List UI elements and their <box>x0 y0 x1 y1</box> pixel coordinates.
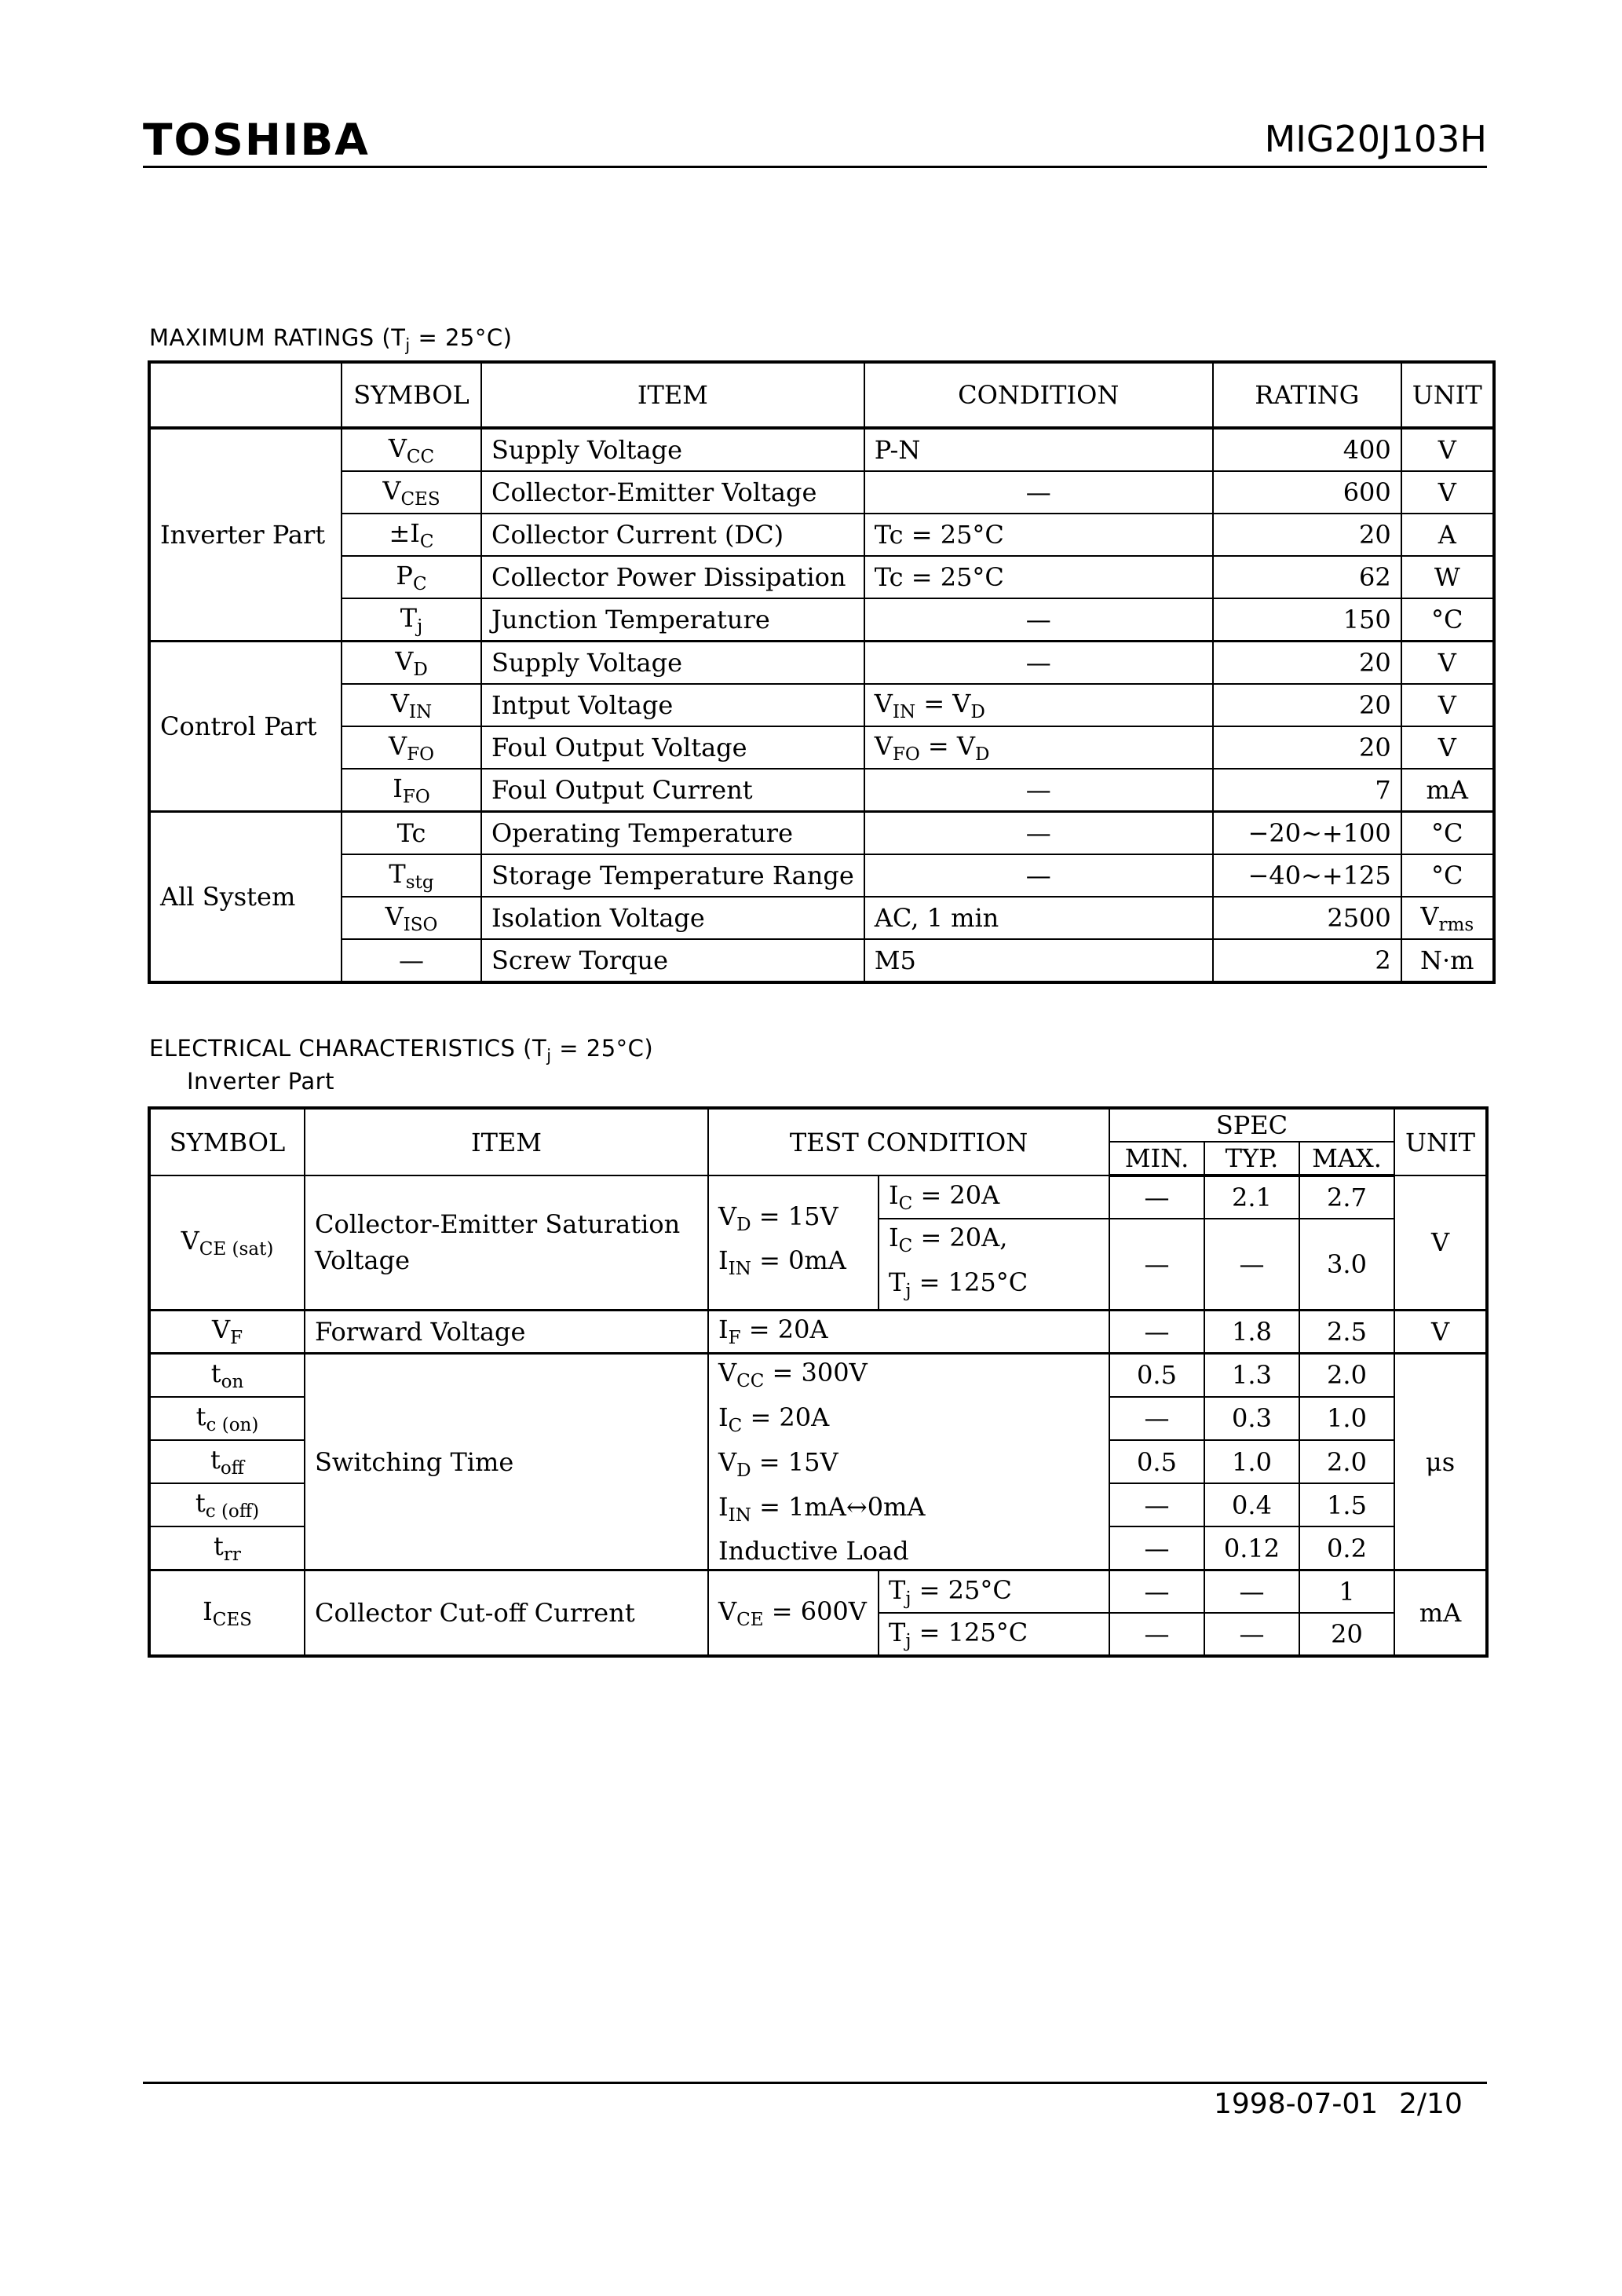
footer-date: 1998-07-01 <box>1214 2088 1379 2120</box>
symbol-cell <box>149 1440 305 1483</box>
cond-sub: C <box>898 1235 913 1256</box>
rating-cell: −40~+125 <box>1213 854 1401 897</box>
max-cell: 2.0 <box>1299 1353 1394 1397</box>
table-row <box>149 471 1494 514</box>
cond-part: I <box>889 1180 899 1211</box>
rating-cell: 600 <box>1213 471 1401 514</box>
symbol: V <box>385 901 404 931</box>
min-cell: — <box>1109 1613 1204 1656</box>
condition-cell <box>708 1570 879 1657</box>
part-number: MIG20J103H <box>1264 118 1487 160</box>
max-cell: 1 <box>1299 1570 1394 1614</box>
table-row <box>149 726 1494 769</box>
symbol: I <box>393 773 403 803</box>
rating-cell: 20 <box>1213 726 1401 769</box>
condition-cell <box>864 684 1213 726</box>
item-cell: Collector Power Dissipation <box>481 556 864 598</box>
symbol: t <box>210 1358 221 1388</box>
cond-part: V <box>874 730 893 761</box>
item-cell: Screw Torque <box>481 939 864 982</box>
item-cell: Collector Cut-off Current <box>305 1570 708 1657</box>
symbol-cell <box>342 428 481 471</box>
header-min: MIN. <box>1109 1142 1204 1175</box>
cond-part: I <box>718 1245 729 1276</box>
unit: V <box>1420 901 1439 931</box>
unit-cell <box>1401 897 1494 939</box>
symbol-cell <box>149 1526 305 1570</box>
unit-cell: °C <box>1401 812 1494 855</box>
symbol: ±I <box>389 517 420 548</box>
item-cell: Storage Temperature Range <box>481 854 864 897</box>
cond-part: = 300V <box>764 1357 868 1387</box>
max-ratings-title <box>149 324 512 354</box>
cond-part: T <box>889 1617 906 1647</box>
symbol: t <box>195 1488 206 1519</box>
unit-cell: V <box>1401 471 1494 514</box>
header-rating: RATING <box>1213 362 1401 428</box>
item-cell: Foul Output Current <box>481 769 864 812</box>
table-row <box>149 769 1494 812</box>
unit-cell: V <box>1394 1310 1487 1353</box>
cond-part: V <box>718 1357 737 1387</box>
elec-char-title-end: = 25°C) <box>551 1035 654 1062</box>
elec-char-title-main: ELECTRICAL CHARACTERISTICS (T <box>149 1035 547 1062</box>
typ-cell: — <box>1204 1570 1299 1614</box>
cond-part: V <box>718 1201 737 1231</box>
cond-sub: IN <box>728 1259 751 1280</box>
symbol: t <box>210 1445 221 1475</box>
table-row <box>149 1570 1487 1614</box>
item-cell: Operating Temperature <box>481 812 864 855</box>
cond-sub: j <box>905 1630 911 1651</box>
header-typ: TYP. <box>1204 1142 1299 1175</box>
symbol-cell <box>149 1353 305 1397</box>
header-unit: UNIT <box>1394 1108 1487 1175</box>
header-spec: SPEC <box>1109 1108 1394 1142</box>
table-row <box>149 812 1494 855</box>
condition-cell <box>879 1175 1109 1219</box>
unit-cell: °C <box>1401 854 1494 897</box>
cond-part: = 20A <box>740 1314 828 1345</box>
symbol-sub: CES <box>400 488 440 510</box>
unit-cell: N·m <box>1401 939 1494 982</box>
symbol: t <box>195 1402 206 1432</box>
max-ratings-title-main: MAXIMUM RATINGS (T <box>149 324 406 351</box>
typ-cell: 1.8 <box>1204 1310 1299 1353</box>
symbol-cell <box>342 598 481 642</box>
cond-part: = 20A <box>912 1180 1000 1211</box>
condition-cell <box>879 1613 1109 1656</box>
table-row <box>149 514 1494 556</box>
symbol-cell <box>342 642 481 685</box>
group-all-system: All System <box>149 812 342 983</box>
elec-char-title <box>149 1035 653 1065</box>
rating-cell: −20~+100 <box>1213 812 1401 855</box>
electrical-characteristics-table <box>148 1106 1489 1658</box>
condition-cell: Tc = 25°C <box>864 556 1213 598</box>
rating-cell: 150 <box>1213 598 1401 642</box>
cond-part: T <box>889 1574 906 1605</box>
unit-cell: °C <box>1401 598 1494 642</box>
max-ratings-table <box>148 360 1496 984</box>
cond-sub: F <box>728 1328 741 1349</box>
symbol: V <box>382 475 401 506</box>
condition-cell: Tc = 25°C <box>864 514 1213 556</box>
symbol: t <box>214 1531 224 1562</box>
symbol: V <box>388 433 407 463</box>
cond-sub: D <box>975 744 990 765</box>
symbol-sub: c (off) <box>205 1501 260 1523</box>
symbol-cell <box>149 1483 305 1526</box>
item-line: Collector-Emitter Saturation <box>315 1209 681 1240</box>
footer-page-number: 2/10 <box>1399 2088 1463 2120</box>
cond-part: = V <box>915 688 971 718</box>
toshiba-logo: TOSHIBA <box>143 115 370 165</box>
cond-part: T <box>889 1267 906 1297</box>
typ-cell: 0.12 <box>1204 1526 1299 1570</box>
typ-cell: 1.0 <box>1204 1440 1299 1483</box>
cond-part: = 125°C <box>911 1267 1028 1297</box>
min-cell: 0.5 <box>1109 1440 1204 1483</box>
table-row <box>149 1353 1487 1397</box>
elec-char-title-sub: j <box>546 1046 552 1066</box>
max-cell: 3.0 <box>1299 1219 1394 1310</box>
cond-sub: CE <box>736 1609 764 1630</box>
max-cell: 1.5 <box>1299 1483 1394 1526</box>
symbol-sub: j <box>417 616 423 637</box>
header-item: ITEM <box>305 1108 708 1175</box>
condition-cell: AC, 1 min <box>864 897 1213 939</box>
cond-part: I <box>889 1223 899 1252</box>
cond-sub: D <box>736 1214 751 1235</box>
symbol: P <box>396 560 413 590</box>
symbol-cell <box>342 897 481 939</box>
symbol-cell <box>342 514 481 556</box>
symbol: V <box>211 1314 231 1345</box>
condition-cell <box>879 1570 1109 1614</box>
symbol-cell <box>342 854 481 897</box>
symbol: V <box>390 688 409 718</box>
header-symbol: SYMBOL <box>149 1108 305 1175</box>
header-max: MAX. <box>1299 1142 1394 1175</box>
typ-cell: 2.1 <box>1204 1175 1299 1219</box>
symbol-sub: CE (sat) <box>199 1238 274 1260</box>
cond-part: I <box>718 1402 729 1432</box>
cond-part: = V <box>919 730 976 761</box>
item-cell: Intput Voltage <box>481 684 864 726</box>
symbol: V <box>389 730 407 761</box>
condition-cell: P-N <box>864 428 1213 471</box>
item-cell: Isolation Voltage <box>481 897 864 939</box>
cond-part: = 15V <box>751 1201 838 1231</box>
cond-sub: CC <box>736 1370 765 1391</box>
cond-part: = 20A, <box>912 1223 1008 1252</box>
cond-sub: C <box>728 1415 743 1436</box>
cond-sub: C <box>898 1193 913 1214</box>
min-cell: — <box>1109 1397 1204 1440</box>
max-ratings-title-sub: j <box>405 335 411 355</box>
cond-part: = 20A <box>742 1402 830 1432</box>
table-row <box>149 642 1494 685</box>
cond-sub: IN <box>892 701 916 722</box>
typ-cell: 0.3 <box>1204 1397 1299 1440</box>
symbol-cell <box>342 726 481 769</box>
condition-cell: M5 <box>864 939 1213 982</box>
rating-cell: 400 <box>1213 428 1401 471</box>
rating-cell: 2 <box>1213 939 1401 982</box>
unit-cell: V <box>1401 428 1494 471</box>
max-cell: 0.2 <box>1299 1526 1394 1570</box>
blank-cell <box>149 362 342 428</box>
max-ratings-title-end: = 25°C) <box>410 324 513 351</box>
typ-cell: — <box>1204 1219 1299 1310</box>
cond-sub: IN <box>728 1504 751 1526</box>
symbol-cell: Tc <box>342 812 481 855</box>
condition-cell: — <box>864 854 1213 897</box>
table-row <box>149 854 1494 897</box>
condition-cell <box>708 1175 879 1310</box>
unit-cell: V <box>1401 726 1494 769</box>
max-cell: 2.5 <box>1299 1310 1394 1353</box>
cond-part: = 25°C <box>911 1574 1012 1605</box>
symbol-sub: F <box>230 1328 243 1349</box>
symbol-sub: ISO <box>403 914 438 935</box>
condition-cell: — <box>864 642 1213 685</box>
symbol-cell <box>342 556 481 598</box>
unit-cell: A <box>1401 514 1494 556</box>
symbol-sub: IN <box>408 701 433 722</box>
min-cell: — <box>1109 1570 1204 1614</box>
cond-part: V <box>874 688 893 718</box>
max-cell: 1.0 <box>1299 1397 1394 1440</box>
min-cell: — <box>1109 1175 1204 1219</box>
symbol-cell <box>342 471 481 514</box>
symbol-sub: FO <box>402 786 430 807</box>
symbol-sub: on <box>221 1371 244 1392</box>
symbol-cell <box>149 1175 305 1310</box>
max-cell: 20 <box>1299 1613 1394 1656</box>
condition-cell: — <box>864 598 1213 642</box>
symbol-cell <box>149 1397 305 1440</box>
item-cell: Forward Voltage <box>305 1310 708 1353</box>
item-cell: Collector Current (DC) <box>481 514 864 556</box>
item-cell: Foul Output Voltage <box>481 726 864 769</box>
min-cell: — <box>1109 1219 1204 1310</box>
rating-cell: 2500 <box>1213 897 1401 939</box>
symbol: V <box>181 1225 199 1256</box>
symbol-sub: stg <box>405 872 434 893</box>
cond-part: V <box>718 1596 737 1626</box>
symbol-cell <box>342 684 481 726</box>
symbol-sub: CC <box>406 446 435 467</box>
cond-sub: D <box>970 701 985 722</box>
unit-cell: mA <box>1394 1570 1487 1657</box>
symbol-sub: FO <box>407 744 434 765</box>
unit-sub: rms <box>1438 914 1474 935</box>
table-row <box>149 556 1494 598</box>
min-cell: — <box>1109 1526 1204 1570</box>
cond-part: = 125°C <box>911 1617 1028 1647</box>
min-cell: — <box>1109 1310 1204 1353</box>
cond-sub: D <box>736 1460 751 1481</box>
ec-header-row <box>149 1108 1487 1142</box>
min-cell: 0.5 <box>1109 1353 1204 1397</box>
cond-part: I <box>718 1314 729 1345</box>
table-row <box>149 428 1494 471</box>
typ-cell: 0.4 <box>1204 1483 1299 1526</box>
condition-cell <box>708 1353 1109 1570</box>
symbol-cell <box>149 1570 305 1657</box>
header-rule <box>143 166 1487 168</box>
unit-cell: W <box>1401 556 1494 598</box>
header-symbol: SYMBOL <box>342 362 481 428</box>
symbol-sub: CES <box>212 1609 252 1630</box>
symbol-sub: D <box>413 659 428 680</box>
cond-sub: FO <box>892 744 920 765</box>
rating-cell: 20 <box>1213 514 1401 556</box>
max-ratings-header-row <box>149 362 1494 428</box>
item-cell: Junction Temperature <box>481 598 864 642</box>
typ-cell: 1.3 <box>1204 1353 1299 1397</box>
item-cell: Supply Voltage <box>481 642 864 685</box>
header-unit: UNIT <box>1401 362 1494 428</box>
item-cell: Supply Voltage <box>481 428 864 471</box>
condition-cell <box>864 726 1213 769</box>
header-test-condition: TEST CONDITION <box>708 1108 1109 1175</box>
condition-cell: — <box>864 812 1213 855</box>
item-cell: Switching Time <box>305 1353 708 1570</box>
cond-part: Inductive Load <box>718 1536 909 1567</box>
cond-part: V <box>718 1446 737 1477</box>
symbol-sub: C <box>419 531 434 552</box>
cond-part: = 1mA↔0mA <box>751 1491 926 1522</box>
group-control-part: Control Part <box>149 642 342 812</box>
typ-cell: — <box>1204 1613 1299 1656</box>
group-inverter-part: Inverter Part <box>149 428 342 642</box>
cond-part: = 15V <box>751 1446 838 1477</box>
item-cell <box>305 1175 708 1310</box>
symbol-sub: off <box>220 1458 245 1479</box>
unit-cell: μs <box>1394 1353 1487 1570</box>
rating-cell: 20 <box>1213 642 1401 685</box>
max-cell: 2.0 <box>1299 1440 1394 1483</box>
header-item: ITEM <box>481 362 864 428</box>
condition-cell: — <box>864 471 1213 514</box>
symbol: T <box>389 858 406 889</box>
symbol-cell <box>342 769 481 812</box>
symbol-sub: rr <box>223 1545 241 1566</box>
symbol-cell <box>149 1310 305 1353</box>
rating-cell: 20 <box>1213 684 1401 726</box>
table-row <box>149 1310 1487 1353</box>
symbol-cell: — <box>342 939 481 982</box>
condition-cell <box>708 1310 1109 1353</box>
cond-part: I <box>718 1491 729 1522</box>
table-row <box>149 598 1494 642</box>
header-condition: CONDITION <box>864 362 1213 428</box>
unit-cell: V <box>1401 684 1494 726</box>
table-row <box>149 684 1494 726</box>
condition-cell: — <box>864 769 1213 812</box>
cond-sub: j <box>905 1588 911 1609</box>
elec-char-subtitle: Inverter Part <box>187 1068 334 1095</box>
cond-part: = 600V <box>763 1596 867 1626</box>
rating-cell: 62 <box>1213 556 1401 598</box>
unit-cell: mA <box>1401 769 1494 812</box>
min-cell: — <box>1109 1483 1204 1526</box>
item-cell: Collector-Emitter Voltage <box>481 471 864 514</box>
item-line: Voltage <box>315 1245 411 1276</box>
rating-cell: 7 <box>1213 769 1401 812</box>
symbol: T <box>400 602 418 633</box>
symbol-sub: C <box>412 573 427 594</box>
cond-part: = 0mA <box>751 1245 846 1276</box>
unit-cell: V <box>1394 1175 1487 1310</box>
unit-cell: V <box>1401 642 1494 685</box>
condition-cell <box>879 1219 1109 1310</box>
table-row <box>149 897 1494 939</box>
table-row <box>149 1175 1487 1219</box>
symbol: V <box>395 645 414 676</box>
table-row <box>149 939 1494 982</box>
cond-sub: j <box>905 1280 911 1301</box>
max-cell: 2.7 <box>1299 1175 1394 1219</box>
symbol-sub: c (on) <box>206 1414 259 1435</box>
footer-rule <box>143 2082 1487 2084</box>
symbol: I <box>203 1596 213 1626</box>
